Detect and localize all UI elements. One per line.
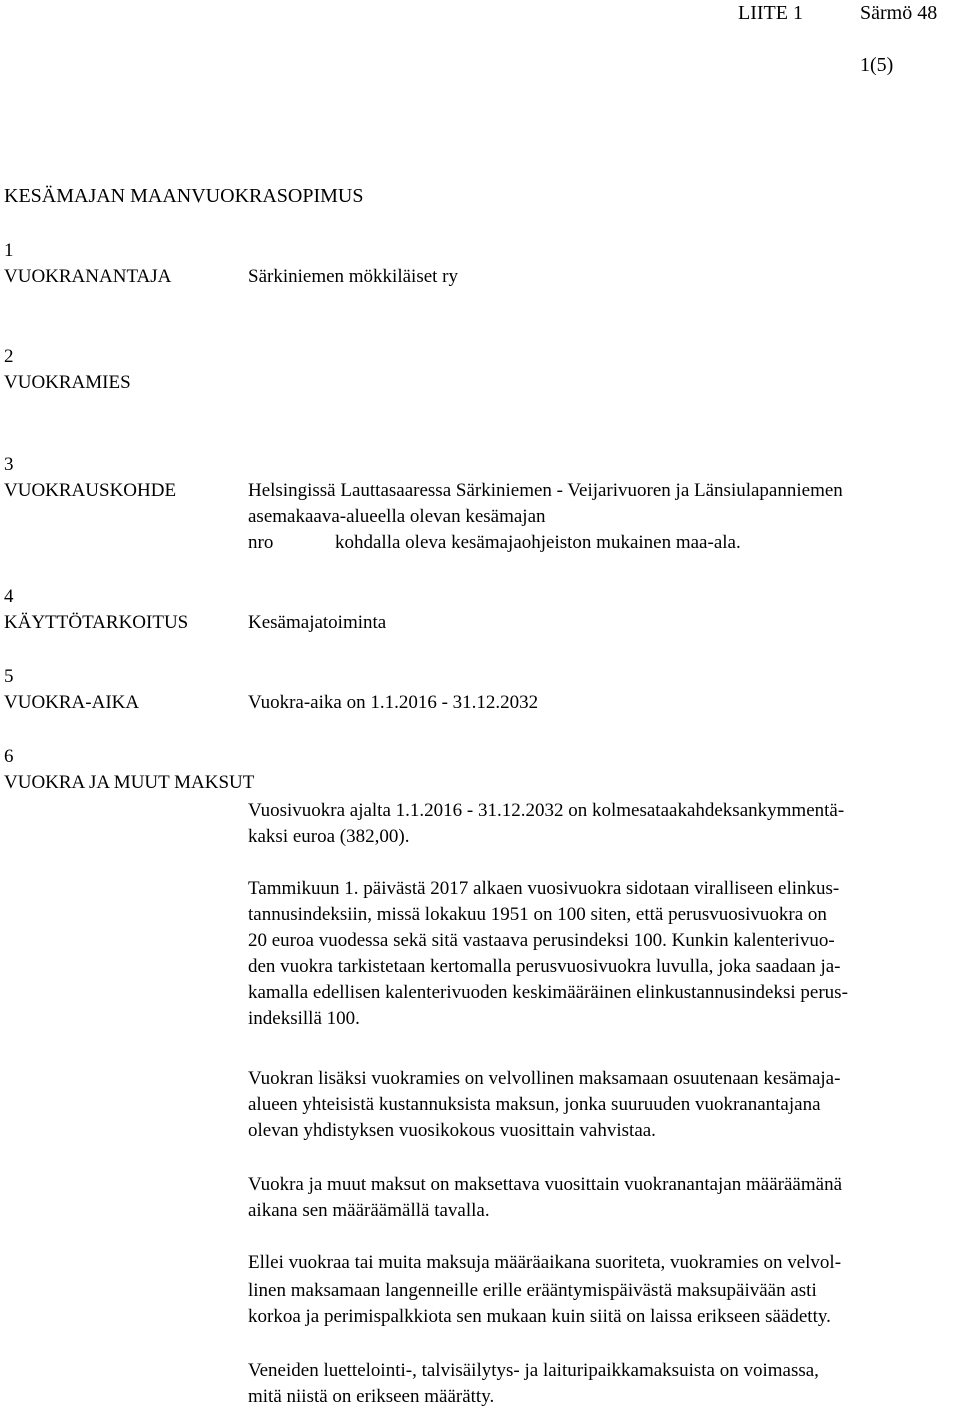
appendix-label: LIITE 1 <box>738 2 803 24</box>
rent-para-4-line-1: Vuokra ja muut maksut on maksettava vuosittain vuokranantajan määräämänä <box>248 1174 843 1195</box>
section-1-label: VUOKRANANTAJA <box>4 266 172 287</box>
rent-para-3-line-1: Vuokran lisäksi vuokramies on velvollinen maksamaan osuutenaan kesämaja- <box>248 1068 841 1089</box>
rent-para-3-line-3: olevan yhdistyksen vuosikokous vuosittain vahvistaa. <box>248 1120 656 1141</box>
section-4-number: 4 <box>4 586 14 607</box>
section-3-line-3-nro: nro <box>248 532 274 553</box>
rent-para-2-line-5: kamalla edellisen kalenterivuoden keskimääräinen elinkustannusindeksi perus- <box>248 982 848 1003</box>
section-6-label: VUOKRA JA MUUT MAKSUT <box>4 772 255 793</box>
rent-para-6-line-2: mitä niistä on erikseen määrätty. <box>248 1386 495 1407</box>
rent-para-2-line-4: den vuokra tarkistetaan kertomalla perusvuosivuokra luvulla, joka saadaan ja- <box>248 956 841 977</box>
section-3-number: 3 <box>4 454 14 475</box>
section-6-number: 6 <box>4 746 14 767</box>
section-4-label: KÄYTTÖTARKOITUS <box>4 612 189 633</box>
document-reference: Särmö 48 <box>860 2 938 24</box>
rent-para-5-line-1: Ellei vuokraa tai muita maksuja määräaikana suoriteta, vuokramies on velvol- <box>248 1252 842 1273</box>
section-3-line-3-text: kohdalla oleva kesämajaohjeiston mukainen maa-ala. <box>335 532 741 553</box>
section-2-number: 2 <box>4 346 14 367</box>
section-2-label: VUOKRAMIES <box>4 372 131 393</box>
rent-para-5-line-3: korkoa ja perimispalkkiota sen mukaan kuin siitä on laissa erikseen säädetty. <box>248 1306 831 1327</box>
rent-para-6-line-1: Veneiden luettelointi-, talvisäilytys- ja laituripaikkamaksuista on voimassa, <box>248 1360 819 1381</box>
section-5-number: 5 <box>4 666 14 687</box>
rent-para-5-line-2: linen maksamaan langenneille erille erääntymispäivästä maksupäivään asti <box>248 1280 817 1301</box>
rent-para-2-line-3: 20 euroa vuodessa sekä sitä vastaava perusindeksi 100. Kunkin kalenterivuo- <box>248 930 835 951</box>
section-5-label: VUOKRA-AIKA <box>4 692 140 713</box>
rent-para-4-line-2: aikana sen määräämällä tavalla. <box>248 1200 490 1221</box>
rent-para-2-line-2: tannusindeksiin, missä lokakuu 1951 on 100 siten, että perusvuosivuokra on <box>248 904 827 925</box>
section-3-line-1: Helsingissä Lauttasaaressa Särkiniemen - Veijarivuoren ja Länsiulapanniemen <box>248 480 843 501</box>
landlord-name: Särkiniemen mökkiläiset ry <box>248 266 459 287</box>
rent-para-3-line-2: alueen yhteisistä kustannuksista maksun, jonka suuruuden vuokranantajana <box>248 1094 821 1115</box>
document-title: KESÄMAJAN MAANVUOKRASOPIMUS <box>4 185 364 207</box>
rent-para-2-line-6: indeksillä 100. <box>248 1008 360 1029</box>
page-number: 1(5) <box>860 54 894 76</box>
section-3-label: VUOKRAUSKOHDE <box>4 480 177 501</box>
section-1-number: 1 <box>4 240 14 261</box>
section-3-line-2: asemakaava-alueella olevan kesämajan <box>248 506 546 527</box>
usage-purpose: Kesämajatoiminta <box>248 612 387 633</box>
rent-para-2-line-1: Tammikuun 1. päivästä 2017 alkaen vuosivuokra sidotaan viralliseen elinkus- <box>248 878 840 899</box>
rent-para-1-line-1: Vuosivuokra ajalta 1.1.2016 - 31.12.2032 on kolmesataakahdeksankymmentä- <box>248 800 845 821</box>
lease-period: Vuokra-aika on 1.1.2016 - 31.12.2032 <box>248 692 539 713</box>
rent-para-1-line-2: kaksi euroa (382,00). <box>248 826 410 847</box>
